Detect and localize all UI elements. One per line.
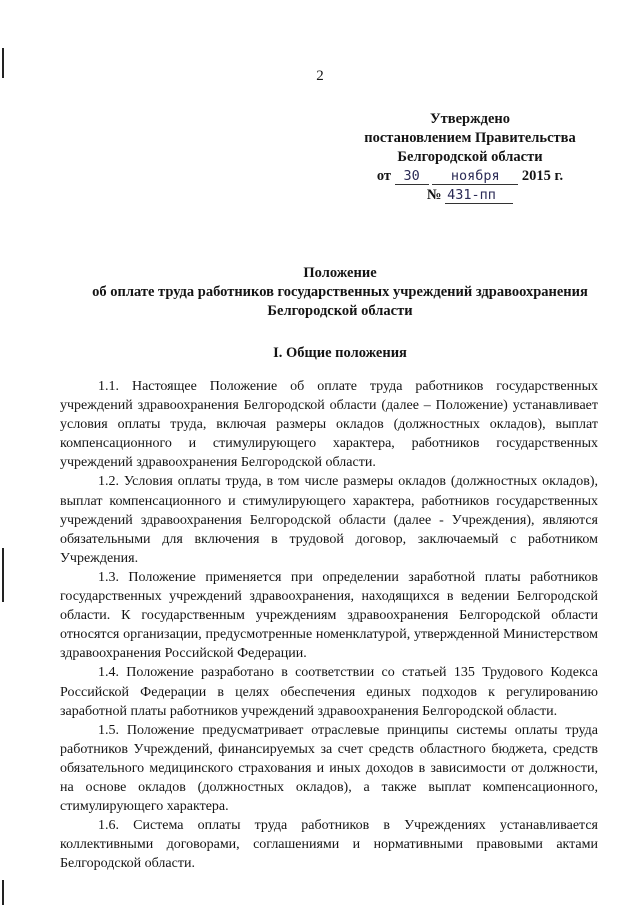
number-prefix: № bbox=[426, 187, 442, 203]
approval-line: Белгородской области bbox=[397, 149, 543, 165]
section-heading: I. Общие положения bbox=[273, 345, 407, 361]
approval-line: постановлением Правительства bbox=[364, 130, 576, 146]
scan-margin-mark bbox=[2, 48, 4, 78]
page-number: 2 bbox=[316, 68, 324, 84]
date-year: 2015 г. bbox=[521, 168, 564, 184]
paragraph: 1.1. Настоящее Положение об оплате труда работников государственных учреждений здравоохранения Белгородской области (далее – Положение) устанавливает условия оплаты труда, включая размеры окладов (должностных окладов), выплат компенсационного и стимулирующего характера, работников государственных учреждений здравоохранения Белгородской области. bbox=[60, 379, 598, 471]
title-line: Положение bbox=[303, 265, 377, 281]
number-handwritten: 431-пп bbox=[445, 187, 513, 204]
scan-margin-mark bbox=[2, 548, 4, 602]
body-text bbox=[60, 377, 598, 873]
date-prefix: от bbox=[376, 168, 392, 184]
approval-line: Утверждено bbox=[430, 111, 510, 127]
paragraph: 1.4. Положение разработано в соответствии со статьей 135 Трудового Кодекса Российской Федерации в целях обеспечения единых подходов к регулированию заработной платы работников учреждений здравоохранения Белгородской области. bbox=[60, 665, 598, 719]
paragraph: 1.5. Положение предусматривает отраслевые принципы системы оплаты труда работников Учреждений, финансируемых за счет средств областного бюджета, средств обязательного медицинского страхования и иных доходов в зависимости от должности, на основе окладов (должностных окладов), а также выплат компенсационного, стимулирующего характера. bbox=[60, 722, 598, 815]
paragraph: 1.6. Система оплаты труда работников в Учреждениях устанавливается коллективными договорами, соглашениями и нормативными правовыми актами Белгородской области. bbox=[60, 818, 598, 872]
paragraph: 1.2. Условия оплаты труда, в том числе размеры окладов (должностных окладов), выплат компенсационного и стимулирующего характера, работников государственных учреждений здравоохранения Белгородской области (далее - Учреждения), являются обязательными для включения в трудовой договор, заключаемый с работником Учреждения. bbox=[60, 474, 598, 566]
paragraph: 1.3. Положение применяется при определении заработной платы работников государственных учреждений здравоохранения, находящихся в ведении Белгородской области. К государственным учреждениям здравоохранения Белгородской области относятся организации, предусмотренные номенклатурой, утвержденной Министерством здравоохранения Российской Федерации. bbox=[60, 569, 598, 662]
title-line: Белгородской области bbox=[267, 303, 413, 319]
approval-date bbox=[340, 167, 600, 186]
approval-block bbox=[340, 110, 600, 205]
document-title bbox=[60, 264, 620, 321]
date-month-handwritten: ноября bbox=[432, 168, 518, 185]
scan-margin-mark bbox=[2, 880, 4, 905]
approval-number bbox=[340, 186, 600, 205]
title-line: об оплате труда работников государственных учреждений здравоохранения bbox=[92, 284, 588, 300]
date-day-handwritten: 30 bbox=[395, 168, 429, 185]
